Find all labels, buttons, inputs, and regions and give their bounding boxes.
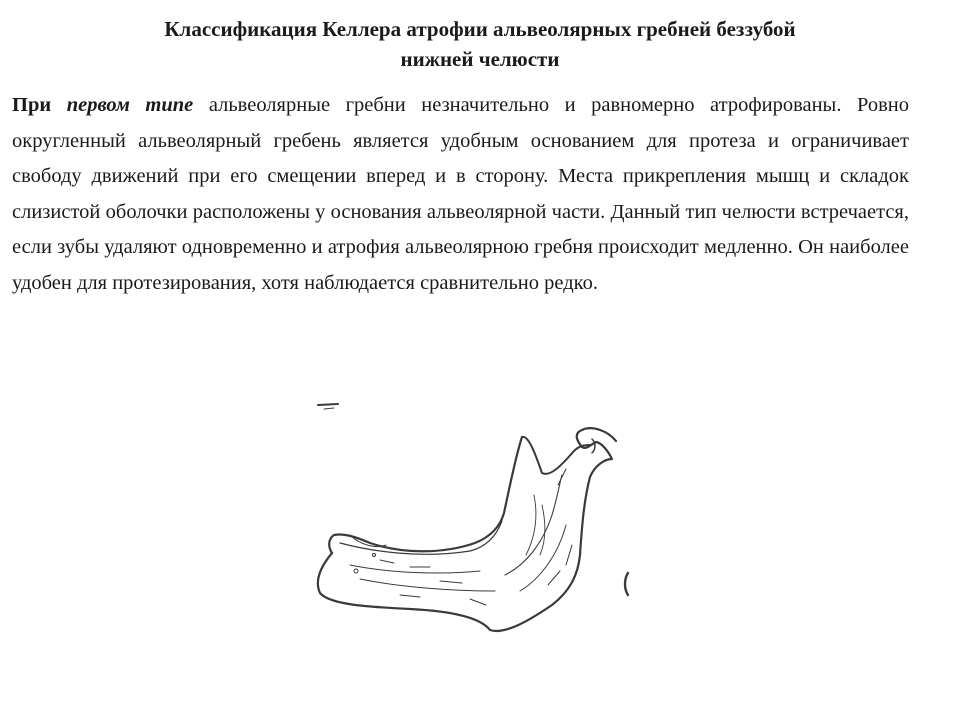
description-paragraph	[12, 88, 909, 301]
mandible-illustration	[290, 395, 635, 640]
lead-bold-word: При	[12, 94, 52, 116]
mandible-drawing-icon	[290, 395, 635, 640]
slide-title-line-2: нижней челюсти	[400, 47, 560, 71]
lead-italic-term: первом типе	[66, 94, 194, 116]
slide-title-line-1: Классификация Келлера атрофии альвеолярных гребней беззубой	[164, 17, 796, 41]
slide-title	[40, 14, 920, 74]
paragraph-body: альвеолярные гребни незначительно и равномерно атрофированы. Ровно округленный альвеолярный гребень является удобным основанием для протеза и ограничивает свободу движений при его смещении вперед и в сторону. Места прикрепления мышц и складок слизистой оболочки расположены у основания альвеолярной части. Данный тип челюсти встречается, если зубы удаляют одновременно и атрофия альвеолярною гребня происходит медленно. Он наиболее удобен для протезирования, хотя наблюдается сравнительно редко.	[12, 94, 910, 294]
